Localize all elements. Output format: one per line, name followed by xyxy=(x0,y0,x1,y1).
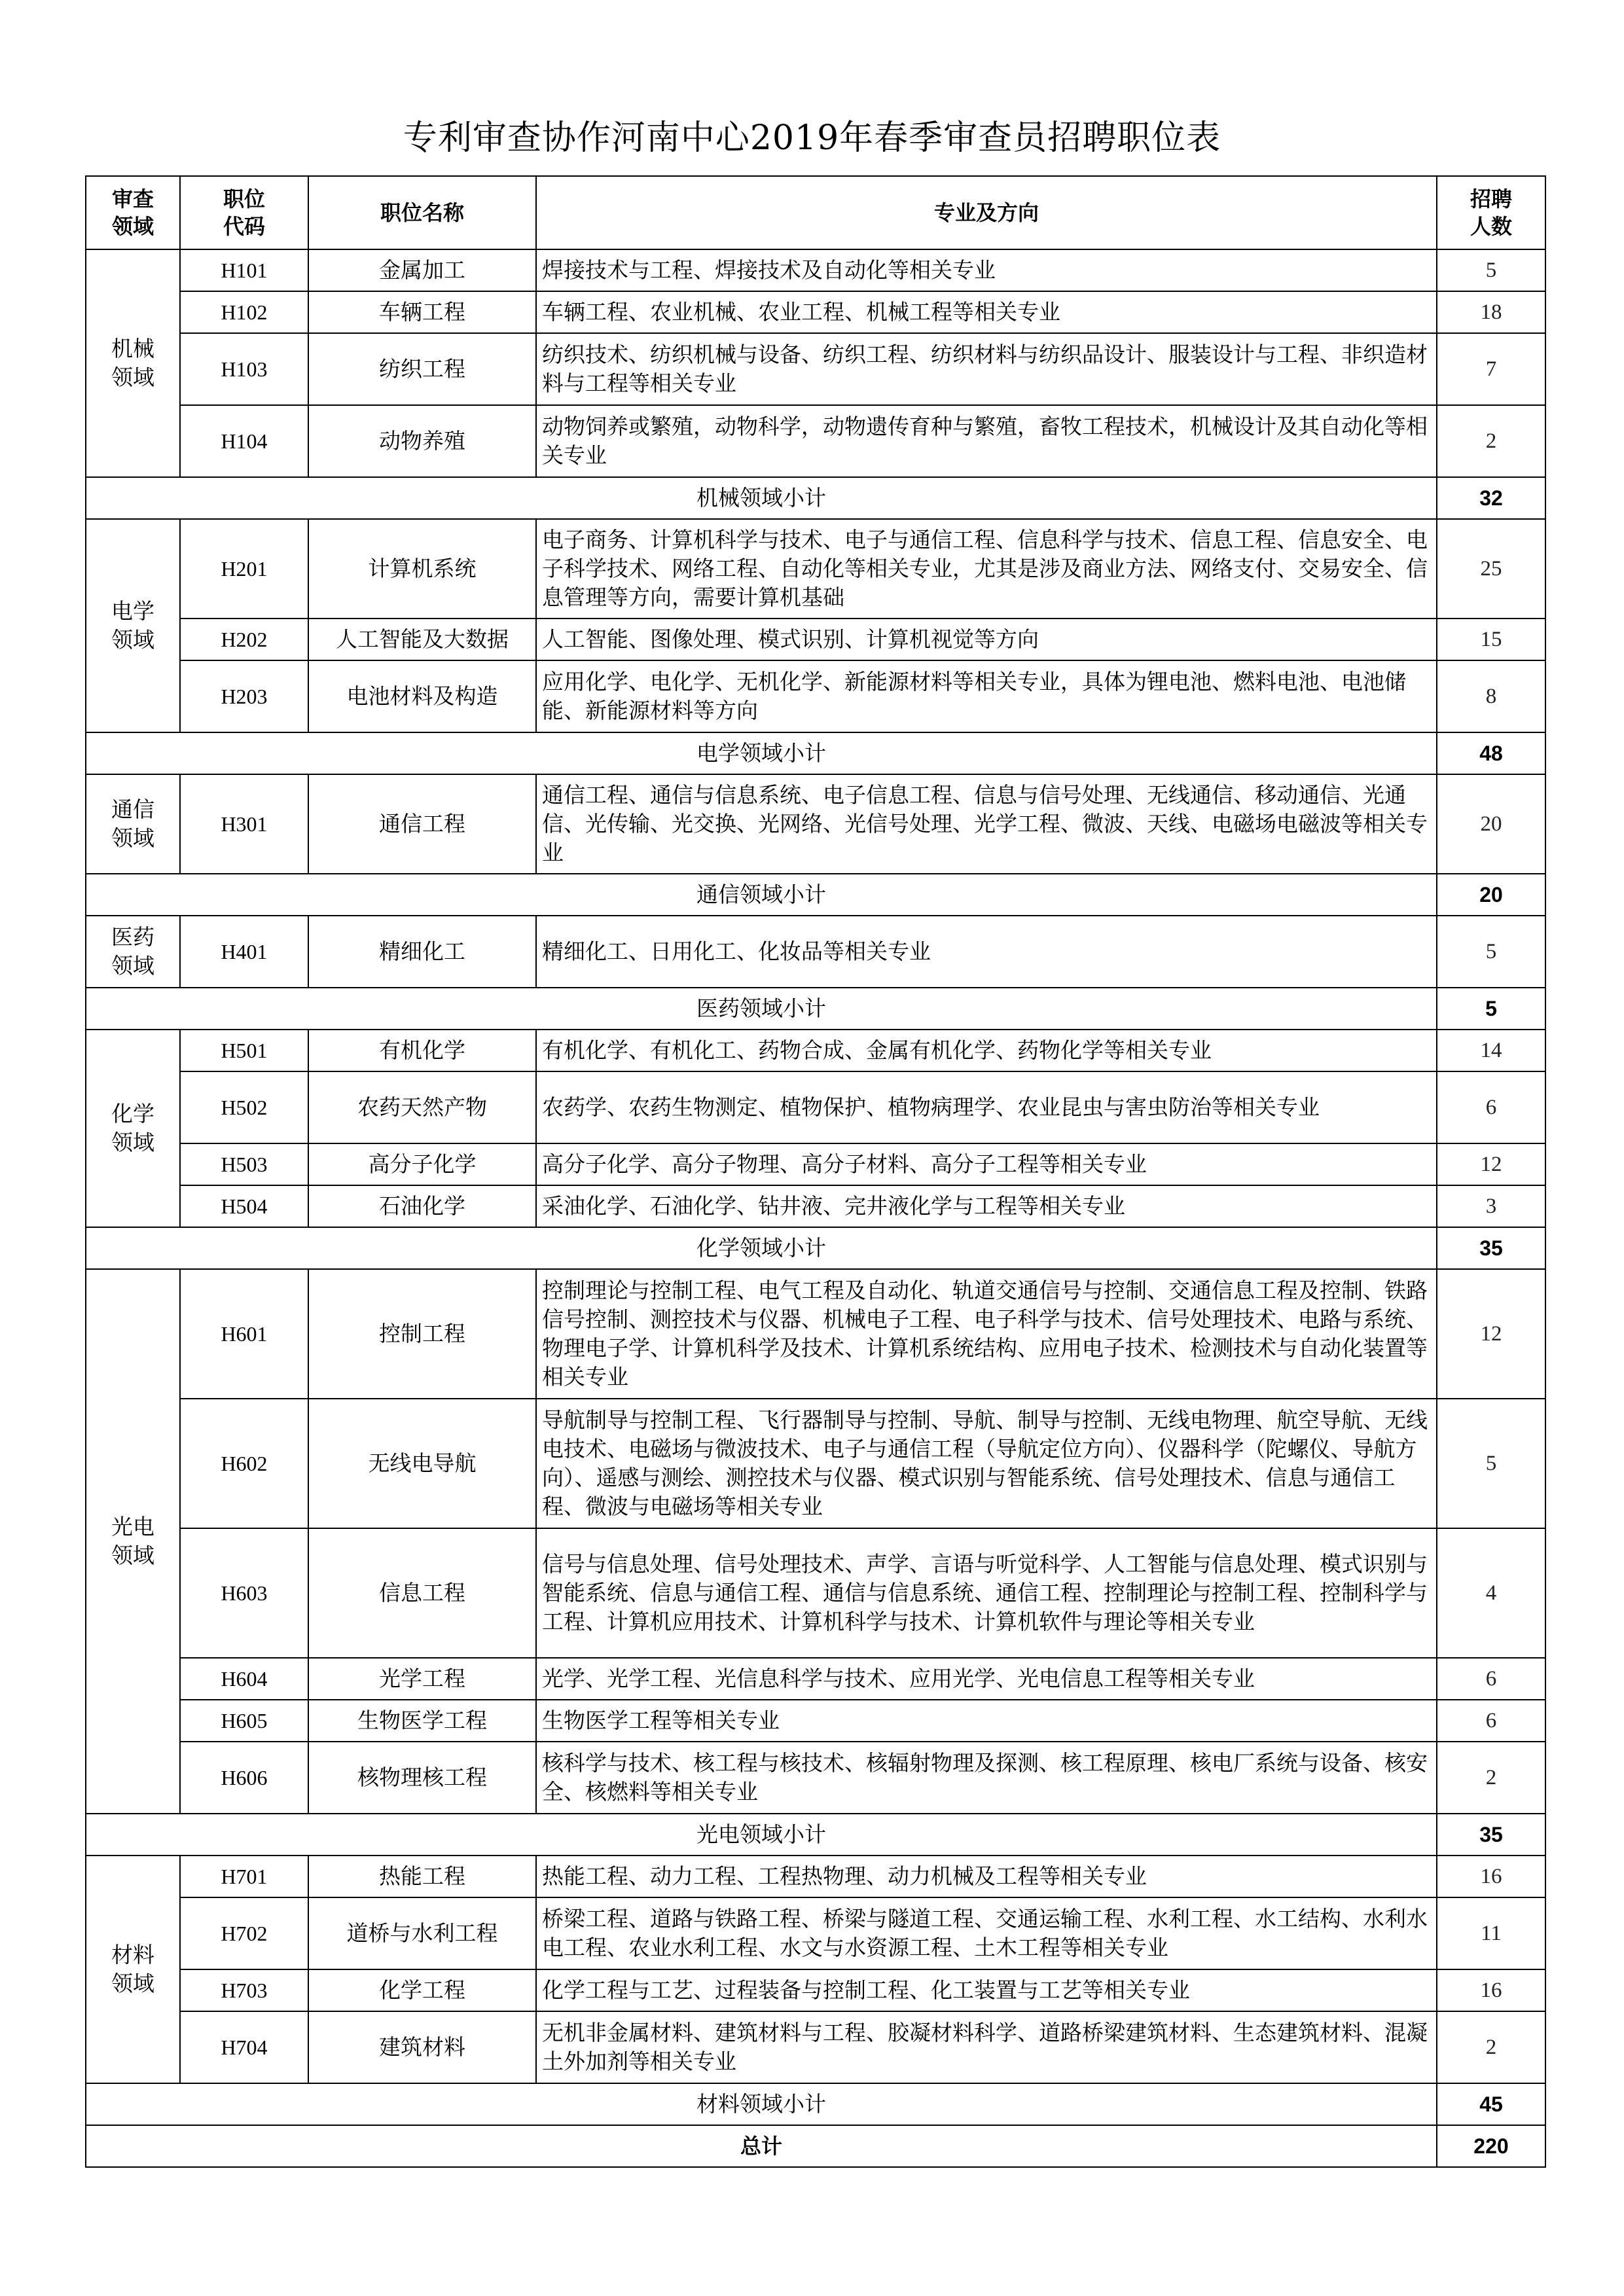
major-cell: 光学、光学工程、光信息科学与技术、应用光学、光电信息工程等相关专业 xyxy=(536,1658,1437,1700)
count-cell: 3 xyxy=(1437,1185,1545,1227)
count-cell: 5 xyxy=(1437,249,1545,291)
major-cell: 纺织技术、纺织机械与设备、纺织工程、纺织材料与纺织品设计、服装设计与工程、非织造材料与工程等相关专业 xyxy=(536,333,1437,405)
subtotal-label: 医药领域小计 xyxy=(86,988,1437,1030)
name-cell: 无线电导航 xyxy=(308,1399,536,1528)
code-cell: H604 xyxy=(180,1658,308,1700)
code-cell: H704 xyxy=(180,2011,308,2083)
header-major: 专业及方向 xyxy=(536,176,1437,249)
table-row xyxy=(86,249,1545,291)
major-cell: 焊接技术与工程、焊接技术及自动化等相关专业 xyxy=(536,249,1437,291)
name-cell: 有机化学 xyxy=(308,1030,536,1071)
code-cell: H502 xyxy=(180,1071,308,1143)
subtotal-row xyxy=(86,874,1545,916)
name-cell: 车辆工程 xyxy=(308,291,536,333)
total-label: 总计 xyxy=(86,2125,1437,2167)
table-row xyxy=(86,1185,1545,1227)
count-cell: 12 xyxy=(1437,1143,1545,1185)
name-cell: 动物养殖 xyxy=(308,405,536,477)
name-cell: 核物理核工程 xyxy=(308,1742,536,1814)
name-cell: 计算机系统 xyxy=(308,519,536,619)
subtotal-label: 电学领域小计 xyxy=(86,732,1437,774)
subtotal-label: 通信领域小计 xyxy=(86,874,1437,916)
subtotal-row xyxy=(86,2083,1545,2125)
name-cell: 高分子化学 xyxy=(308,1143,536,1185)
subtotal-count: 5 xyxy=(1437,988,1545,1030)
name-cell: 道桥与水利工程 xyxy=(308,1897,536,1969)
table-row xyxy=(86,2011,1545,2083)
count-cell: 14 xyxy=(1437,1030,1545,1071)
code-cell: H101 xyxy=(180,249,308,291)
subtotal-row xyxy=(86,1814,1545,1856)
total-row xyxy=(86,2125,1545,2167)
code-cell: H103 xyxy=(180,333,308,405)
domain-cell: 机械领域 xyxy=(86,249,180,477)
name-cell: 光学工程 xyxy=(308,1658,536,1700)
name-cell: 信息工程 xyxy=(308,1528,536,1658)
name-cell: 热能工程 xyxy=(308,1856,536,1897)
count-cell: 16 xyxy=(1437,1856,1545,1897)
code-cell: H301 xyxy=(180,774,308,874)
code-cell: H202 xyxy=(180,619,308,660)
major-cell: 生物医学工程等相关专业 xyxy=(536,1700,1437,1742)
major-cell: 农药学、农药生物测定、植物保护、植物病理学、农业昆虫与害虫防治等相关专业 xyxy=(536,1071,1437,1143)
code-cell: H501 xyxy=(180,1030,308,1071)
major-cell: 电子商务、计算机科学与技术、电子与通信工程、信息科学与技术、信息工程、信息安全、电子科学技术、网络工程、自动化等相关专业，尤其是涉及商业方法、网络支付、交易安全、信息管理等方向，需要计算机基础 xyxy=(536,519,1437,619)
major-cell: 精细化工、日用化工、化妆品等相关专业 xyxy=(536,916,1437,988)
positions-table xyxy=(85,175,1546,2168)
major-cell: 信号与信息处理、信号处理技术、声学、言语与听觉科学、人工智能与信息处理、模式识别与智能系统、信息与通信工程、通信与信息系统、通信工程、控制理论与控制工程、控制科学与工程、计算机应用技术、计算机科学与技术、计算机软件与理论等相关专业 xyxy=(536,1528,1437,1658)
header-domain: 审查领域 xyxy=(86,176,180,249)
name-cell: 金属加工 xyxy=(308,249,536,291)
major-cell: 有机化学、有机化工、药物合成、金属有机化学、药物化学等相关专业 xyxy=(536,1030,1437,1071)
count-cell: 6 xyxy=(1437,1700,1545,1742)
domain-cell: 通信领域 xyxy=(86,774,180,874)
subtotal-count: 32 xyxy=(1437,477,1545,519)
table-row xyxy=(86,1143,1545,1185)
count-cell: 2 xyxy=(1437,405,1545,477)
subtotal-row xyxy=(86,1227,1545,1269)
table-row xyxy=(86,1399,1545,1528)
name-cell: 人工智能及大数据 xyxy=(308,619,536,660)
header-row xyxy=(86,176,1545,249)
name-cell: 生物医学工程 xyxy=(308,1700,536,1742)
subtotal-count: 35 xyxy=(1437,1814,1545,1856)
major-cell: 桥梁工程、道路与铁路工程、桥梁与隧道工程、交通运输工程、水利工程、水工结构、水利水电工程、农业水利工程、水文与水资源工程、土木工程等相关专业 xyxy=(536,1897,1437,1969)
name-cell: 精细化工 xyxy=(308,916,536,988)
major-cell: 高分子化学、高分子物理、高分子材料、高分子工程等相关专业 xyxy=(536,1143,1437,1185)
table-row xyxy=(86,1700,1545,1742)
table-row xyxy=(86,1856,1545,1897)
name-cell: 通信工程 xyxy=(308,774,536,874)
count-cell: 25 xyxy=(1437,519,1545,619)
subtotal-count: 45 xyxy=(1437,2083,1545,2125)
subtotal-label: 光电领域小计 xyxy=(86,1814,1437,1856)
subtotal-label: 机械领域小计 xyxy=(86,477,1437,519)
subtotal-label: 材料领域小计 xyxy=(86,2083,1437,2125)
table-row xyxy=(86,1030,1545,1071)
count-cell: 6 xyxy=(1437,1071,1545,1143)
subtotal-label: 化学领域小计 xyxy=(86,1227,1437,1269)
table-row xyxy=(86,916,1545,988)
code-cell: H102 xyxy=(180,291,308,333)
table-row xyxy=(86,1528,1545,1658)
major-cell: 导航制导与控制工程、飞行器制导与控制、导航、制导与控制、无线电物理、航空导航、无线电技术、电磁场与微波技术、电子与通信工程（导航定位方向）、仪器科学（陀螺仪、导航方向）、遥感与测绘、测控技术与仪器、模式识别与智能系统、信号处理技术、信息与通信工程、微波与电磁场等相关专业 xyxy=(536,1399,1437,1528)
name-cell: 电池材料及构造 xyxy=(308,660,536,732)
count-cell: 15 xyxy=(1437,619,1545,660)
code-cell: H203 xyxy=(180,660,308,732)
name-cell: 石油化学 xyxy=(308,1185,536,1227)
table-row xyxy=(86,619,1545,660)
major-cell: 核科学与技术、核工程与核技术、核辐射物理及探测、核工程原理、核电厂系统与设备、核安全、核燃料等相关专业 xyxy=(536,1742,1437,1814)
domain-cell: 光电领域 xyxy=(86,1269,180,1814)
header-code: 职位代码 xyxy=(180,176,308,249)
count-cell: 6 xyxy=(1437,1658,1545,1700)
subtotal-count: 20 xyxy=(1437,874,1545,916)
code-cell: H503 xyxy=(180,1143,308,1185)
table-row xyxy=(86,1969,1545,2011)
count-cell: 12 xyxy=(1437,1269,1545,1399)
subtotal-row xyxy=(86,732,1545,774)
table-row xyxy=(86,1269,1545,1399)
name-cell: 农药天然产物 xyxy=(308,1071,536,1143)
subtotal-count: 48 xyxy=(1437,732,1545,774)
count-cell: 16 xyxy=(1437,1969,1545,2011)
code-cell: H702 xyxy=(180,1897,308,1969)
count-cell: 20 xyxy=(1437,774,1545,874)
count-cell: 7 xyxy=(1437,333,1545,405)
table-row xyxy=(86,1658,1545,1700)
subtotal-row xyxy=(86,477,1545,519)
code-cell: H602 xyxy=(180,1399,308,1528)
count-cell: 8 xyxy=(1437,660,1545,732)
major-cell: 热能工程、动力工程、工程热物理、动力机械及工程等相关专业 xyxy=(536,1856,1437,1897)
code-cell: H201 xyxy=(180,519,308,619)
major-cell: 车辆工程、农业机械、农业工程、机械工程等相关专业 xyxy=(536,291,1437,333)
domain-cell: 电学领域 xyxy=(86,519,180,732)
code-cell: H601 xyxy=(180,1269,308,1399)
domain-cell: 医药领域 xyxy=(86,916,180,988)
major-cell: 人工智能、图像处理、模式识别、计算机视觉等方向 xyxy=(536,619,1437,660)
total-count: 220 xyxy=(1437,2125,1545,2167)
count-cell: 5 xyxy=(1437,1399,1545,1528)
code-cell: H703 xyxy=(180,1969,308,2011)
code-cell: H401 xyxy=(180,916,308,988)
table-row xyxy=(86,1071,1545,1143)
count-cell: 5 xyxy=(1437,916,1545,988)
subtotal-count: 35 xyxy=(1437,1227,1545,1269)
table-row xyxy=(86,405,1545,477)
major-cell: 采油化学、石油化学、钻井液、完井液化学与工程等相关专业 xyxy=(536,1185,1437,1227)
count-cell: 4 xyxy=(1437,1528,1545,1658)
table-row xyxy=(86,1742,1545,1814)
code-cell: H605 xyxy=(180,1700,308,1742)
count-cell: 11 xyxy=(1437,1897,1545,1969)
table-body xyxy=(86,249,1545,2167)
table-row xyxy=(86,1897,1545,1969)
name-cell: 纺织工程 xyxy=(308,333,536,405)
table-row xyxy=(86,774,1545,874)
header-count: 招聘人数 xyxy=(1437,176,1545,249)
code-cell: H606 xyxy=(180,1742,308,1814)
major-cell: 化学工程与工艺、过程装备与控制工程、化工装置与工艺等相关专业 xyxy=(536,1969,1437,2011)
name-cell: 控制工程 xyxy=(308,1269,536,1399)
name-cell: 建筑材料 xyxy=(308,2011,536,2083)
table-row xyxy=(86,660,1545,732)
page-title: 专利审查协作河南中心2019年春季审查员招聘职位表 xyxy=(403,118,1221,158)
subtotal-row xyxy=(86,988,1545,1030)
major-cell: 动物饲养或繁殖，动物科学，动物遗传育种与繁殖，畜牧工程技术，机械设计及其自动化等相关专业 xyxy=(536,405,1437,477)
major-cell: 控制理论与控制工程、电气工程及自动化、轨道交通信号与控制、交通信息工程及控制、铁路信号控制、测控技术与仪器、机械电子工程、电子科学与技术、信号处理技术、电路与系统、物理电子学、计算机科学及技术、计算机系统结构、应用电子技术、检测技术与自动化装置等相关专业 xyxy=(536,1269,1437,1399)
name-cell: 化学工程 xyxy=(308,1969,536,2011)
domain-cell: 化学领域 xyxy=(86,1030,180,1227)
count-cell: 2 xyxy=(1437,2011,1545,2083)
table-row xyxy=(86,291,1545,333)
table-row xyxy=(86,333,1545,405)
major-cell: 应用化学、电化学、无机化学、新能源材料等相关专业，具体为锂电池、燃料电池、电池储能、新能源材料等方向 xyxy=(536,660,1437,732)
major-cell: 无机非金属材料、建筑材料与工程、胶凝材料科学、道路桥梁建筑材料、生态建筑材料、混凝土外加剂等相关专业 xyxy=(536,2011,1437,2083)
code-cell: H504 xyxy=(180,1185,308,1227)
domain-cell: 材料领域 xyxy=(86,1856,180,2083)
major-cell: 通信工程、通信与信息系统、电子信息工程、信息与信号处理、无线通信、移动通信、光通信、光传输、光交换、光网络、光信号处理、光学工程、微波、天线、电磁场电磁波等相关专业 xyxy=(536,774,1437,874)
code-cell: H104 xyxy=(180,405,308,477)
code-cell: H603 xyxy=(180,1528,308,1658)
table-row xyxy=(86,519,1545,619)
count-cell: 18 xyxy=(1437,291,1545,333)
header-name: 职位名称 xyxy=(308,176,536,249)
count-cell: 2 xyxy=(1437,1742,1545,1814)
code-cell: H701 xyxy=(180,1856,308,1897)
